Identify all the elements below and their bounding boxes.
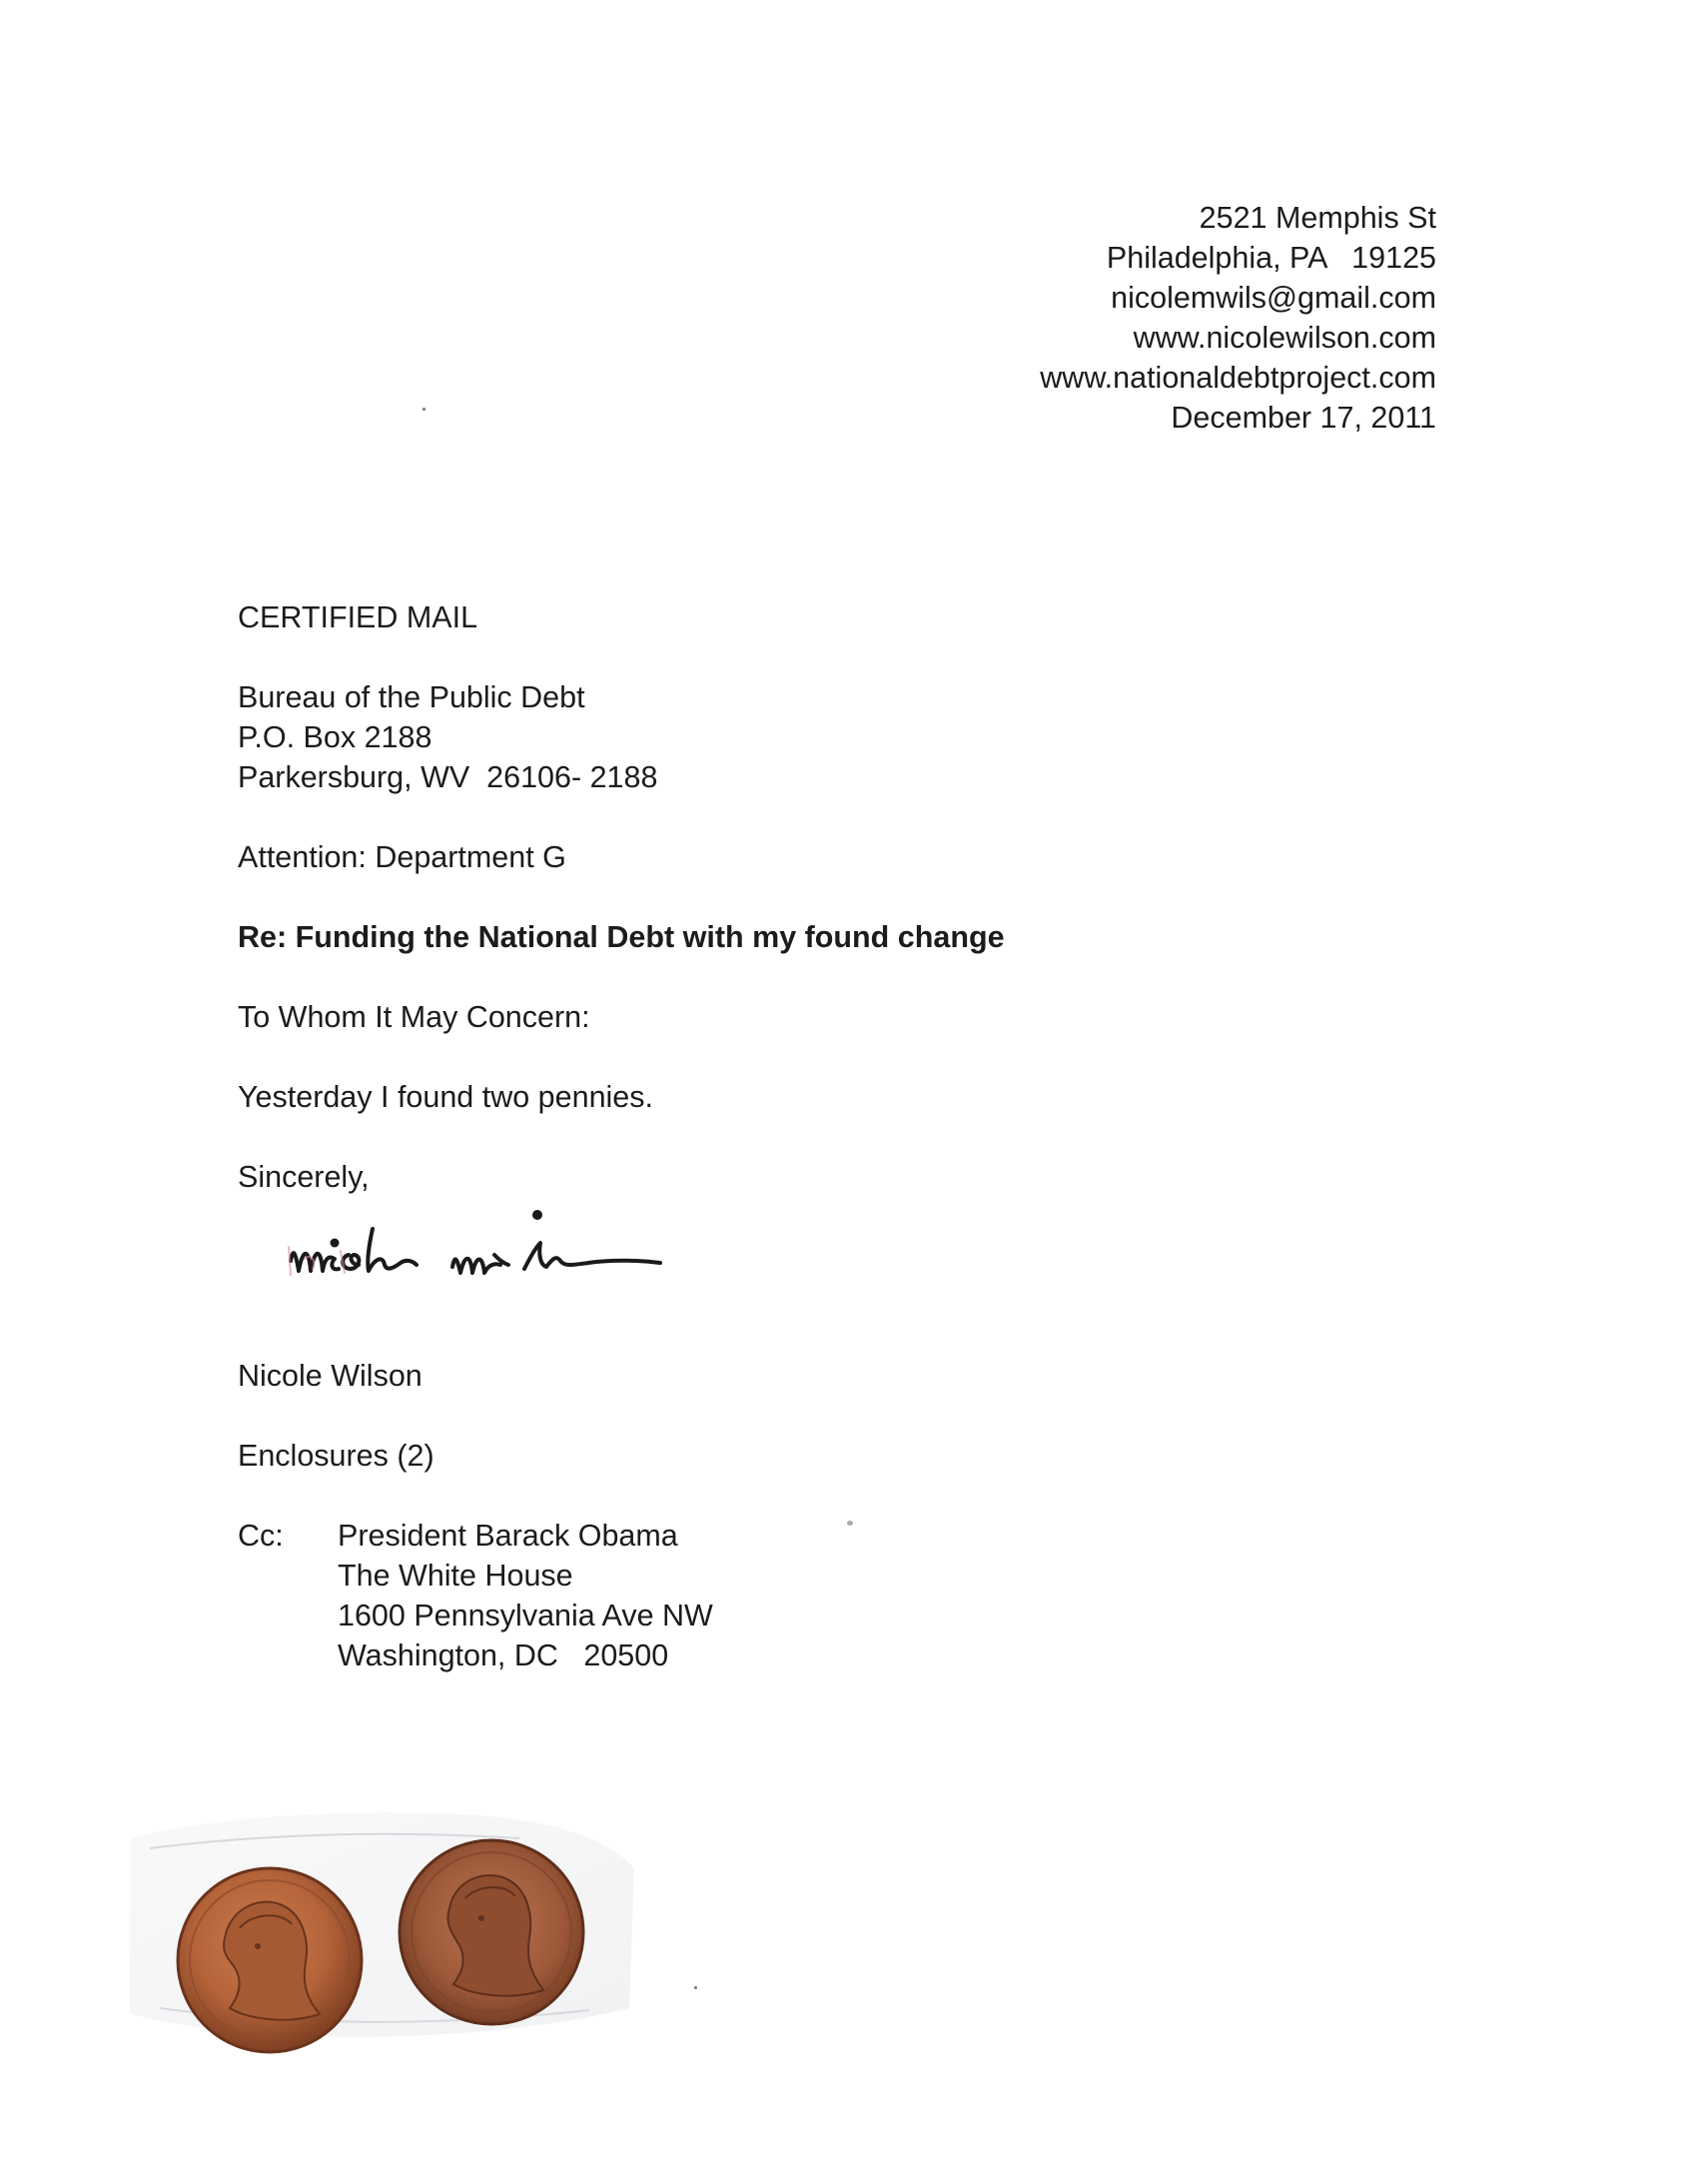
penny-icon — [178, 1868, 362, 2052]
sender-email: nicolemwils@gmail.com — [1111, 281, 1436, 315]
handwritten-signature — [285, 1199, 804, 1319]
cc-address — [338, 1516, 713, 1675]
cc-line: Washington, DC 20500 — [338, 1638, 669, 1672]
scan-speck — [694, 1986, 697, 1989]
sender-address-line2: Philadelphia, PA 19125 — [1106, 241, 1436, 275]
recipient-po-box: P.O. Box 2188 — [238, 720, 432, 754]
letter-body: Yesterday I found two pennies. — [238, 1080, 653, 1114]
cc-label: Cc: — [238, 1519, 284, 1553]
signer-name: Nicole Wilson — [238, 1359, 423, 1393]
sender-website-2: www.nationaldebtproject.com — [1040, 361, 1436, 395]
penny-icon — [400, 1840, 583, 2024]
cc-block — [238, 1516, 713, 1675]
sender-website-1: www.nicolewilson.com — [1133, 321, 1436, 355]
cc-line: The White House — [338, 1559, 573, 1593]
mail-type: CERTIFIED MAIL — [238, 600, 478, 634]
recipient-city-line: Parkersburg, WV 26106- 2188 — [238, 760, 658, 794]
recipient-name: Bureau of the Public Debt — [238, 680, 585, 714]
attention-line: Attention: Department G — [238, 840, 566, 874]
closing: Sincerely, — [238, 1160, 370, 1194]
sender-address-line1: 2521 Memphis St — [1199, 201, 1436, 235]
cc-line: President Barack Obama — [338, 1519, 678, 1553]
scan-speck — [847, 1521, 853, 1526]
sender-block — [1040, 198, 1436, 438]
enclosures-line: Enclosures (2) — [238, 1439, 434, 1473]
scan-speck — [423, 408, 425, 411]
salutation: To Whom It May Concern: — [238, 1000, 590, 1034]
letter-date: December 17, 2011 — [1171, 401, 1436, 435]
cc-line: 1600 Pennsylvania Ave NW — [338, 1599, 713, 1633]
subject-line: Re: Funding the National Debt with my found change — [238, 920, 1005, 954]
enclosed-pennies-image — [130, 1778, 649, 2078]
recipient-block — [238, 677, 657, 797]
